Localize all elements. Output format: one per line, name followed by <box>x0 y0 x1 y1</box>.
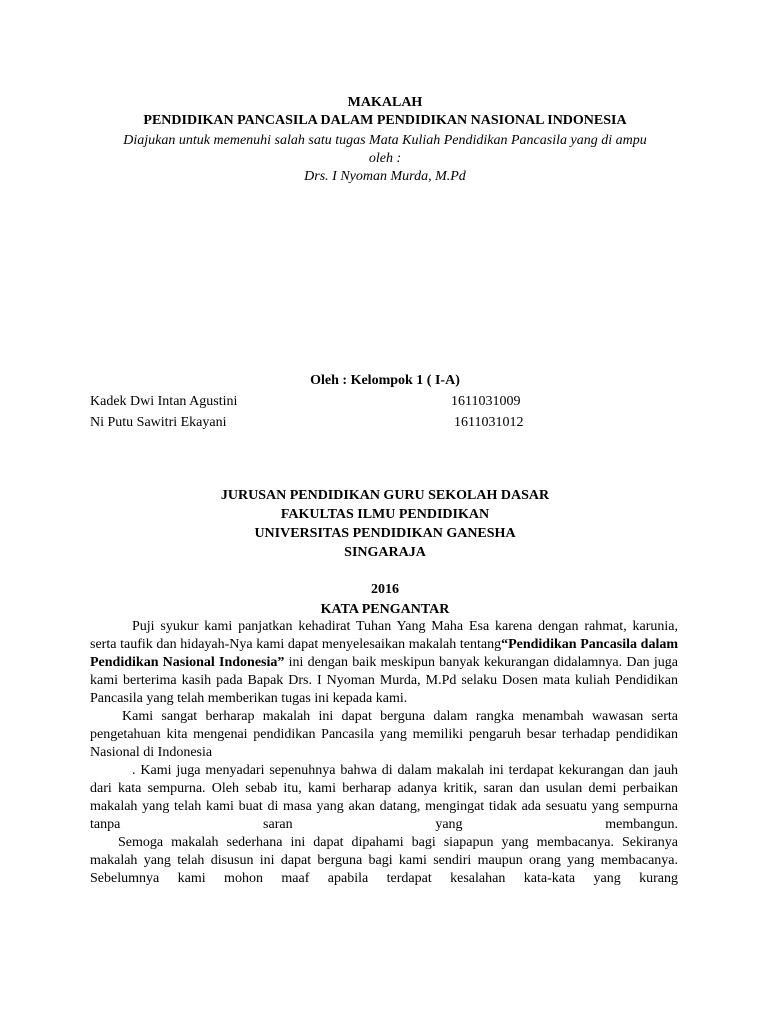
document-title: PENDIDIKAN PANCASILA DALAM PENDIDIKAN NASIONAL INDONESIA <box>143 113 627 128</box>
paragraph-text: ini dengan baik meskipun banyak kekurangan didalamnya. Dan juga kami berterima kasih pada Bapak Drs. I Nyoman Murda, M.Pd selaku Dosen mata kuliah Pendidikan Pancasila yang telah memberikan tugas ini kepada kami. <box>90 655 678 706</box>
paragraph: . Kami juga menyadari sepenuhnya bahwa di dalam makalah ini terdapat kekurangan dan jauh dari kata sempurna. Oleh sebab itu, kami berharap adanya kritik, saran dan usulan demi perbaikan makalah yang telah kami buat di masa yang akan datang, mengingat tidak ada sesuatu yang sempurna tanpa saran yang membangun. <box>90 763 678 832</box>
paragraph <box>90 618 678 708</box>
member-row <box>90 393 680 414</box>
member-name: Kadek Dwi Intan Agustini <box>90 394 238 409</box>
document-type: MAKALAH <box>347 95 423 110</box>
title-block <box>90 94 680 130</box>
member-nim: 1611031009 <box>451 394 521 409</box>
paragraph-text: Puji syukur kami panjatkan kehadirat Tuhan Yang Maha Esa karena dengan rahmat, karunia, serta taufik dan hidayah-Nya kami dapat menyelesaikan makalah tentang <box>90 619 678 652</box>
city-name: SINGARAJA <box>344 545 426 560</box>
year-heading-block <box>90 580 680 620</box>
member-nim: 1611031012 <box>454 415 524 430</box>
group-block <box>90 372 680 435</box>
department-name: JURUSAN PENDIDIKAN GURU SEKOLAH DASAR <box>220 488 550 503</box>
university-name: UNIVERSITAS PENDIDIKAN GANESHA <box>254 526 516 541</box>
subtitle-block <box>90 132 680 186</box>
year: 2016 <box>371 582 399 597</box>
submission-note: Diajukan untuk memenuhi salah satu tugas Mata Kuliah Pendidikan Pancasila yang di ampu <box>123 133 647 148</box>
lecturer-name: Drs. I Nyoman Murda, M.Pd <box>304 169 466 184</box>
member-row <box>90 414 680 435</box>
bold-title-reference: “Pendidikan Pancasila dalam Pendidikan Nasional Indonesia” <box>90 637 679 670</box>
institution-block <box>90 486 680 562</box>
faculty-name: FAKULTAS ILMU PENDIDIKAN <box>280 507 490 522</box>
supervised-by-label: oleh : <box>368 151 402 166</box>
paragraph: Semoga makalah sederhana ini dapat dipahami bagi siapapun yang membacanya. Sekiranya makalah yang telah disusun ini dapat berguna bagi kami sendiri maupun orang yang membacanya. Sebelumnya kami mohon maaf apabila terdapat kesalahan kata-kata yang kurang <box>90 835 678 886</box>
member-name: Ni Putu Sawitri Ekayani <box>90 415 227 430</box>
group-heading: Oleh : Kelompok 1 ( I-A) <box>310 373 460 388</box>
preface-body <box>90 618 678 888</box>
preface-heading: KATA PENGANTAR <box>320 602 450 617</box>
paragraph: Kami sangat berharap makalah ini dapat berguna dalam rangka menambah wawasan serta pengetahuan kita mengenai pendidikan Pancasila yang memiliki pengaruh besar terhadap pendidikan Nasional di Indonesia <box>90 709 678 760</box>
